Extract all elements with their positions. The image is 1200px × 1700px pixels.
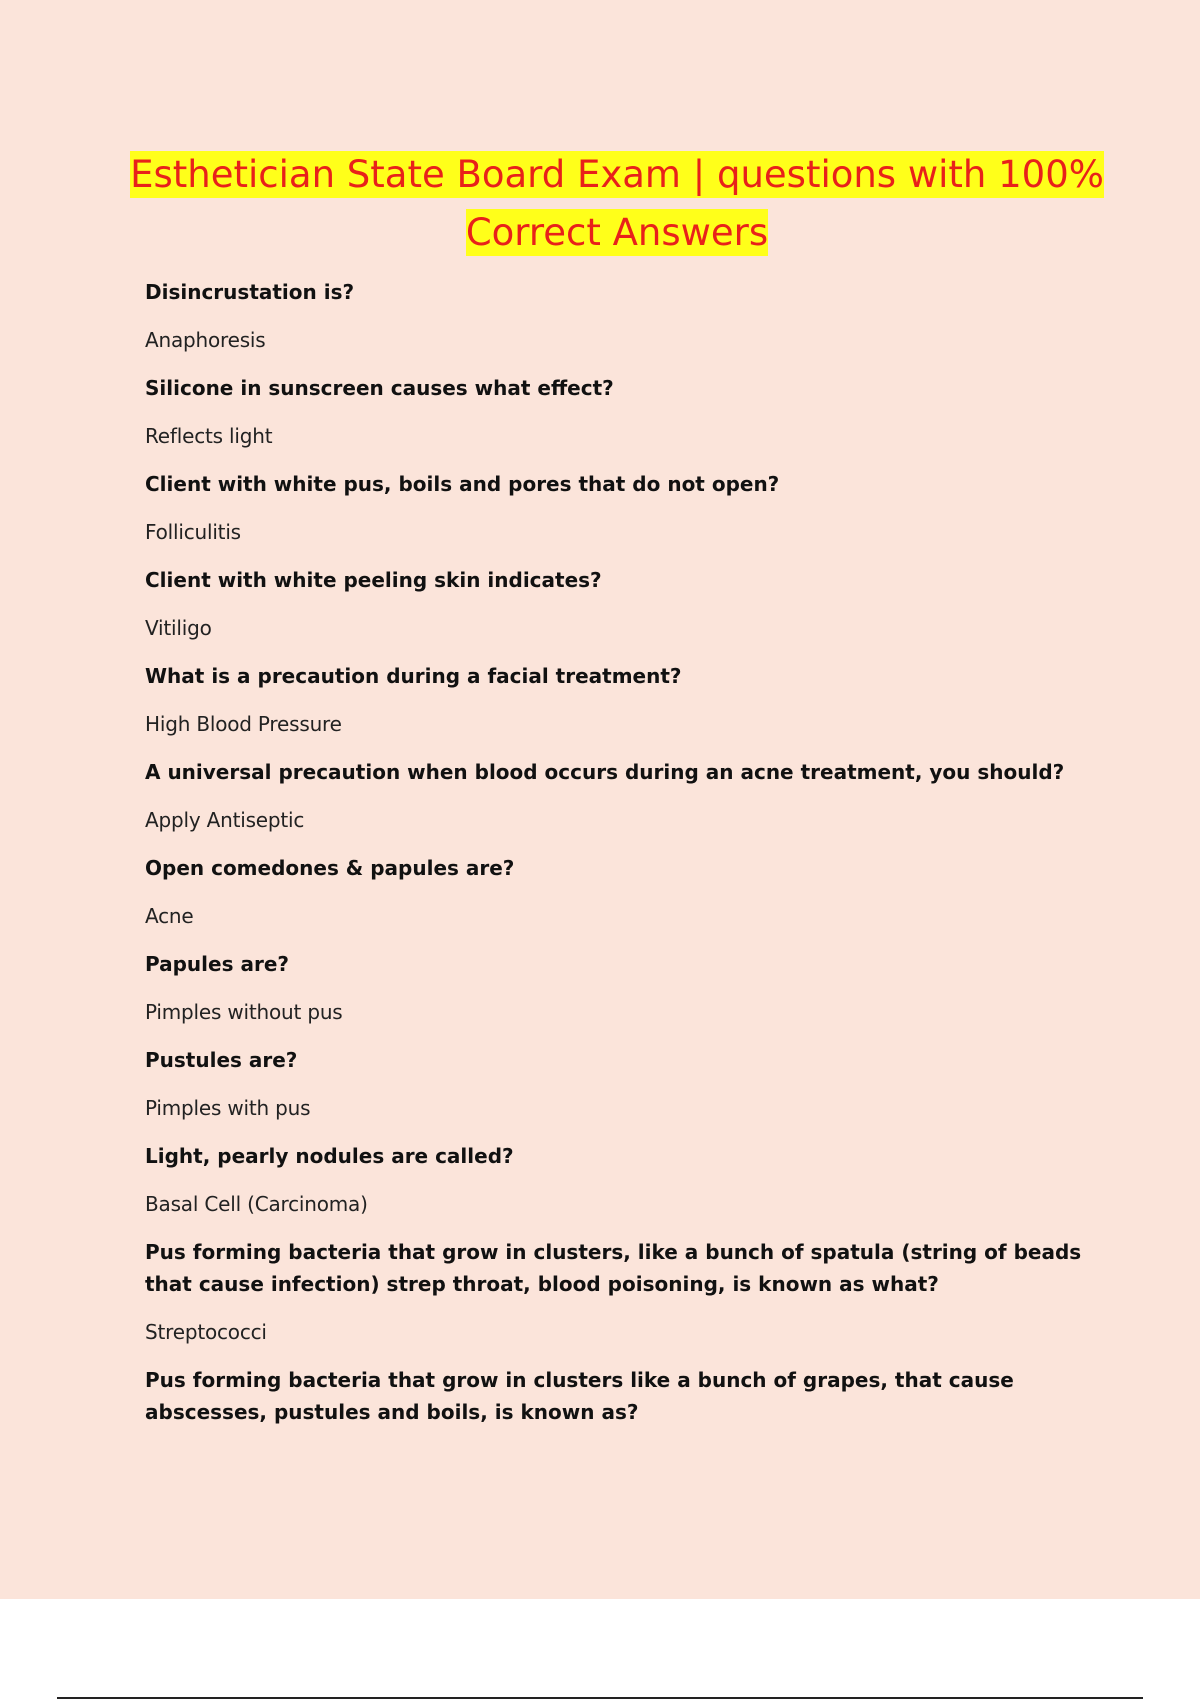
question-text: Papules are? <box>145 952 289 976</box>
qa-item <box>145 468 1105 548</box>
document-title <box>100 146 1134 262</box>
title-line-2: Correct Answers <box>465 211 769 254</box>
answer-text: Basal Cell (Carcinoma) <box>145 1192 368 1216</box>
qa-item <box>145 1140 1105 1220</box>
answer-text: Apply Antiseptic <box>145 808 305 832</box>
qa-item <box>145 1364 1105 1428</box>
answer-text: High Blood Pressure <box>145 712 342 736</box>
page-bottom-rule <box>57 1697 1143 1699</box>
qa-item <box>145 372 1105 452</box>
question-text: Light, pearly nodules are called? <box>145 1144 514 1168</box>
answer-text: Pimples without pus <box>145 1000 343 1024</box>
question-text: Open comedones & papules are? <box>145 856 515 880</box>
question-text: Pus forming bacteria that grow in clusters like a bunch of grapes, that cause abscesses, pustules and boils, is known as? <box>145 1368 1014 1424</box>
question-text: What is a precaution during a facial treatment? <box>145 664 682 688</box>
qa-item <box>145 564 1105 644</box>
qa-item <box>145 756 1105 836</box>
question-text: Client with white pus, boils and pores that do not open? <box>145 472 780 496</box>
answer-text: Pimples with pus <box>145 1096 311 1120</box>
answer-text: Streptococci <box>145 1320 267 1344</box>
answer-text: Acne <box>145 904 194 928</box>
question-text: Silicone in sunscreen causes what effect? <box>145 376 614 400</box>
question-text: Client with white peeling skin indicates? <box>145 568 602 592</box>
question-text: Pus forming bacteria that grow in clusters, like a bunch of spatula (string of beads that cause infection) strep throat, blood poisoning, is known as what? <box>145 1240 1082 1296</box>
qa-item <box>145 852 1105 932</box>
qa-item <box>145 948 1105 1028</box>
answer-text: Anaphoresis <box>145 328 266 352</box>
answer-text: Reflects light <box>145 424 273 448</box>
qa-list <box>145 276 1105 1444</box>
qa-item <box>145 660 1105 740</box>
question-text: A universal precaution when blood occurs during an acne treatment, you should? <box>145 760 1065 784</box>
question-text: Disincrustation is? <box>145 280 355 304</box>
title-line-1: Esthetician State Board Exam | questions with 100% <box>130 153 1104 196</box>
question-text: Pustules are? <box>145 1048 298 1072</box>
qa-item <box>145 1236 1105 1348</box>
qa-item <box>145 1044 1105 1124</box>
answer-text: Vitiligo <box>145 616 212 640</box>
qa-item <box>145 276 1105 356</box>
answer-text: Folliculitis <box>145 520 241 544</box>
